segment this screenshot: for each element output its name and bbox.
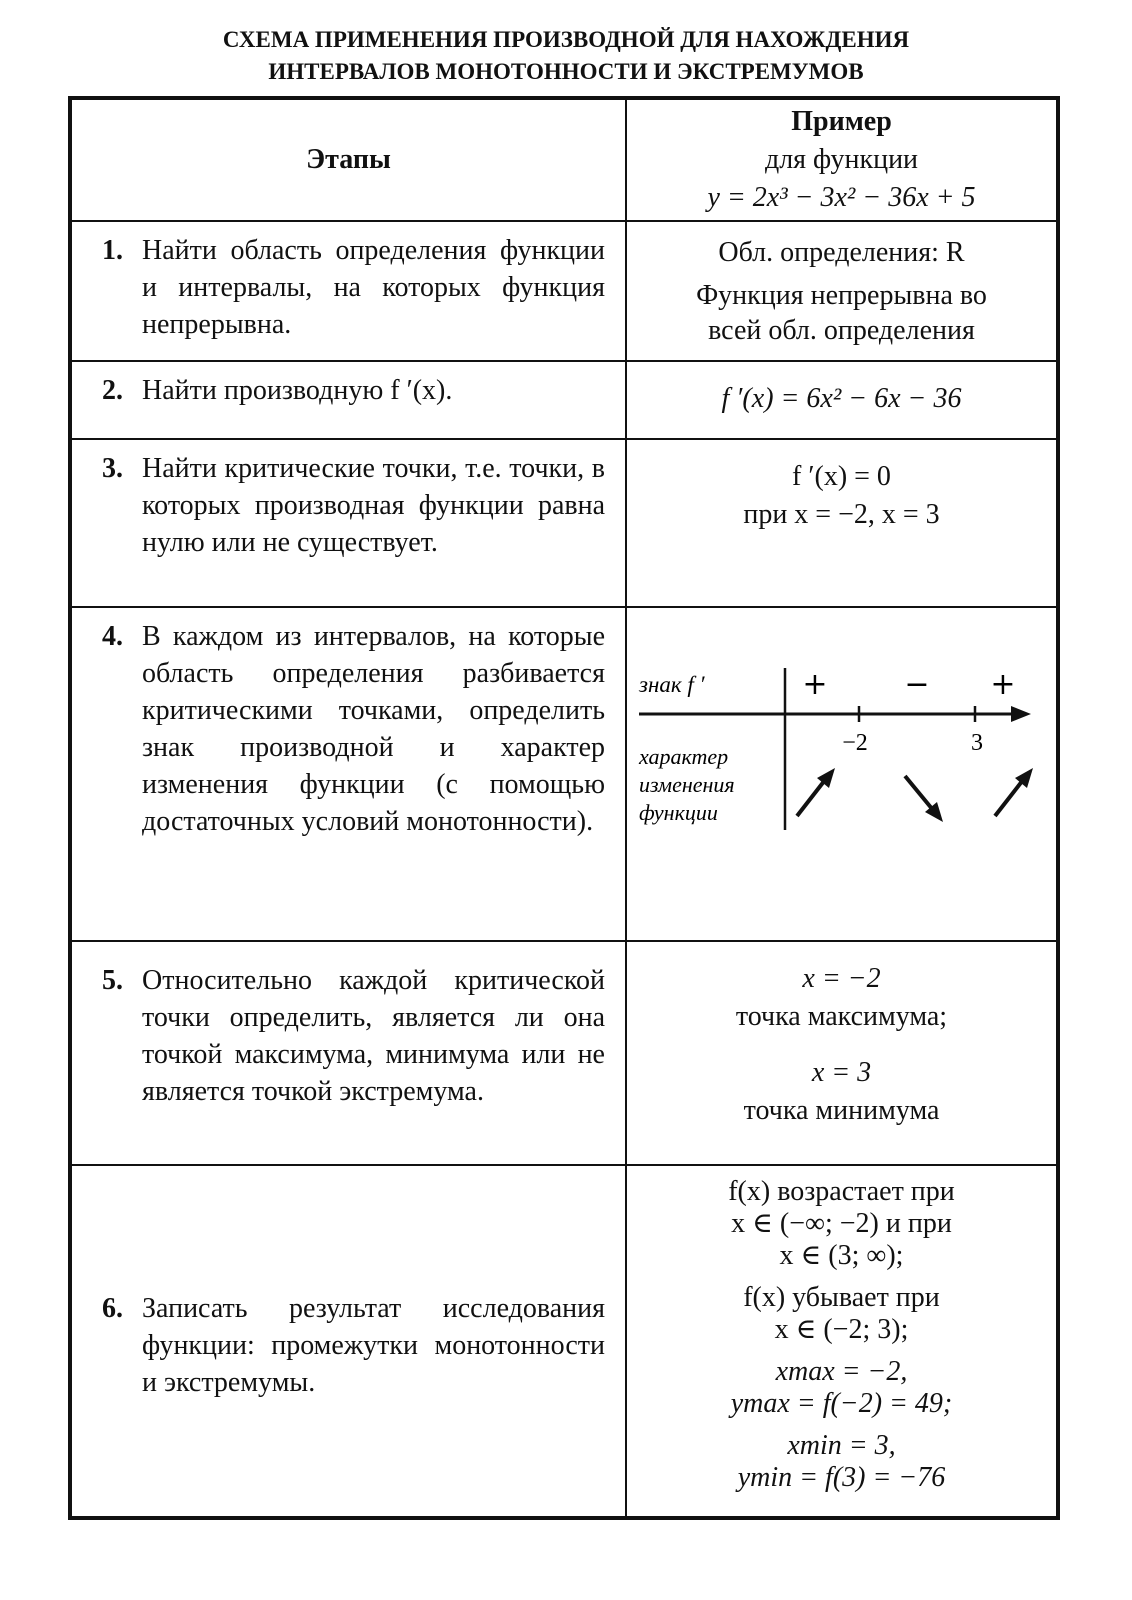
- example-line: xmax = −2,: [775, 1356, 908, 1387]
- example-line: f ′(x) = 0: [792, 461, 891, 492]
- step-text: Найти область определения функции и интервалы, на которых функция непрерывна.: [142, 235, 605, 340]
- header-stages: Этапы: [70, 98, 626, 221]
- example-line: точка минимума: [743, 1095, 940, 1126]
- step-number: 3.: [102, 453, 123, 484]
- header-row: [70, 98, 1058, 221]
- example-line: при x = −2, x = 3: [743, 499, 940, 530]
- sign-chart: [627, 650, 1055, 830]
- example-subtitle: для функции: [764, 144, 919, 175]
- example-line: x = −2: [802, 963, 881, 994]
- step-text: Записать результат исследования функции: промежутки монотонности и экстремумы.: [142, 1293, 605, 1398]
- example-cell: [626, 361, 1058, 439]
- sign-label: знак f ′: [639, 672, 705, 697]
- critical-point-label: 3: [971, 730, 983, 756]
- critical-point-label: −2: [842, 730, 868, 756]
- behavior-label-line: изменения: [639, 772, 735, 797]
- step-number: 1.: [102, 235, 123, 266]
- example-line: f ′(x) = 6x² − 6x − 36: [721, 383, 962, 414]
- behavior-label-line: характер: [639, 744, 729, 769]
- example-line: Функция непрерывна во: [696, 280, 987, 311]
- up-arrow-icon: [797, 768, 835, 816]
- step-cell: [70, 361, 626, 439]
- sign-plus-right: +: [990, 667, 1016, 702]
- example-line: x = 3: [811, 1057, 872, 1088]
- example-cell: [626, 221, 1058, 361]
- step-cell: [70, 1165, 626, 1518]
- step-cell: [70, 607, 626, 941]
- page-title: [0, 24, 1132, 88]
- example-title: Пример: [791, 106, 892, 137]
- sign-minus: −: [904, 667, 930, 702]
- step-cell: [70, 439, 626, 607]
- table-row: [70, 1165, 1058, 1518]
- example-line: Обл. определения: R: [718, 237, 965, 268]
- step-number: 6.: [102, 1293, 123, 1324]
- title-line-2: ИНТЕРВАЛОВ МОНОТОННОСТИ И ЭКСТРЕМУМОВ: [268, 59, 864, 84]
- axis-arrowhead: [1011, 706, 1031, 722]
- example-line: ymax = f(−2) = 49;: [730, 1388, 953, 1419]
- down-arrow-icon: [905, 776, 943, 822]
- step-text: Относительно каждой критической точки определить, является ли она точкой максимума, минимума или не является точкой экстремума.: [142, 965, 605, 1107]
- example-cell: [626, 607, 1058, 941]
- example-line: x ∈ (−2; 3);: [774, 1314, 909, 1345]
- step-text: Найти производную f ′(x).: [142, 375, 453, 406]
- example-cell: [626, 1165, 1058, 1518]
- example-line: x ∈ (−∞; −2) и при: [731, 1208, 952, 1239]
- example-line: x ∈ (3; ∞);: [779, 1240, 904, 1271]
- behavior-label-line: функции: [639, 800, 718, 825]
- scheme-table: [68, 96, 1060, 1520]
- step-text: В каждом из интервалов, на которые область определения разбивается критическими точками, определить знак производной и характер изменения функции (с помощью достаточных условий монотонности).: [142, 621, 605, 837]
- title-line-1: СХЕМА ПРИМЕНЕНИЯ ПРОИЗВОДНОЙ ДЛЯ НАХОЖДЕНИЯ: [222, 27, 910, 52]
- example-line: f(x) убывает при: [743, 1282, 940, 1313]
- step-number: 5.: [102, 965, 123, 996]
- example-line: xmin = 3,: [787, 1430, 896, 1461]
- example-line: всей обл. определения: [708, 315, 975, 346]
- table-row: [70, 607, 1058, 941]
- example-cell: [626, 439, 1058, 607]
- example-line: f(x) возрастает при: [728, 1176, 955, 1207]
- step-cell: [70, 941, 626, 1165]
- step-text: Найти критические точки, т.е. точки, в которых производная функции равна нулю или не существует.: [142, 453, 605, 558]
- example-line: точка максимума;: [735, 1001, 948, 1032]
- header-example: [626, 98, 1058, 221]
- step-cell: [70, 221, 626, 361]
- table-row: [70, 221, 1058, 361]
- table-row: [70, 361, 1058, 439]
- step-number: 4.: [102, 621, 123, 652]
- example-function: y = 2x³ − 3x² − 36x + 5: [707, 182, 976, 213]
- example-line: ymin = f(3) = −76: [737, 1462, 946, 1493]
- table-row: [70, 941, 1058, 1165]
- step-number: 2.: [102, 375, 123, 406]
- sign-plus-left: +: [802, 667, 828, 702]
- table-row: [70, 439, 1058, 607]
- example-cell: [626, 941, 1058, 1165]
- up-arrow-icon: [995, 768, 1033, 816]
